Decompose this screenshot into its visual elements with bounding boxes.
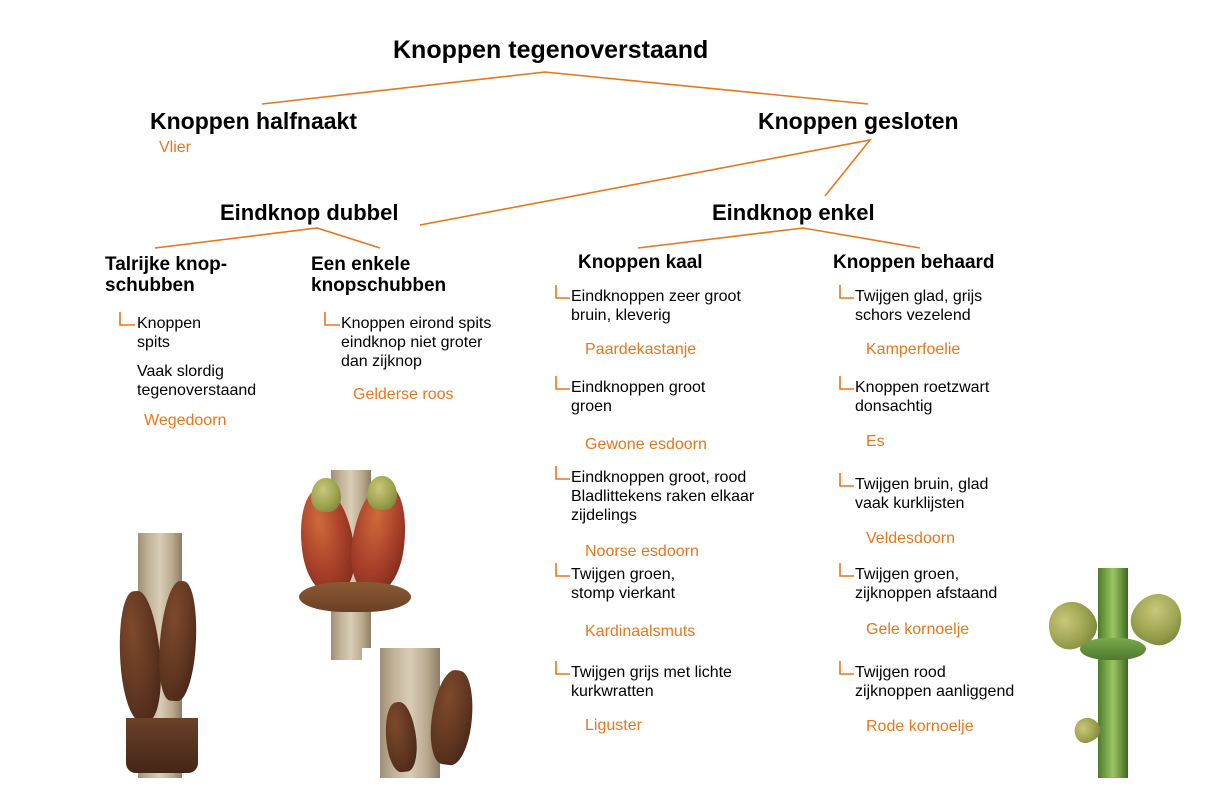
species-gele-kornoelje: Gele kornoelje [866,621,970,638]
trait-group-liguster [571,664,801,702]
trait-line: Bladlittekens raken elkaar [571,487,755,505]
trait-line: donsachtig [855,397,933,415]
column-heading-knoppen-kaal [578,252,798,273]
column-heading-line2: knopschubben [311,275,447,297]
trait-line: Twijgen groen, [855,566,960,583]
photo-lower-bud [362,648,514,778]
trait-line: Eindknoppen groot, rood [571,469,747,486]
trait-line: Twijgen bruin, glad [855,476,989,493]
species-gelderse-roos: Gelderse roos [353,386,454,403]
species-gewone-esdoorn: Gewone esdoorn [585,436,707,453]
column-heading-line2: schubben [105,275,195,297]
node-eindknop-dubbel: Eindknop dubbel [220,200,399,225]
trait-line: zijknoppen afstaand [855,584,998,602]
trait-line: zijdelings [571,506,637,524]
node-root-title: Knoppen tegenoverstaand [393,36,709,64]
species-rode-kornoelje: Rode kornoelje [866,718,974,735]
species-paardekastanje: Paardekastanje [585,341,697,358]
trait-line: Eindknoppen groot [571,379,706,396]
column-heading-line1: Knoppen behaard [833,252,995,273]
node-knoppen-halfnaakt: Knoppen halfnaakt [150,108,358,134]
trait-line: Twijgen groen, [571,566,676,583]
trait-group-noorse-esdoorn [571,469,811,526]
trait-line: groen [571,397,612,415]
photo-wegedoorn-bud [108,533,218,778]
column-heading-knoppen-behaard [833,252,1083,273]
trait-line: Knoppen roetzwart [855,379,990,396]
trait-line: vaak kurklijsten [855,494,965,512]
species-es: Es [866,433,885,450]
trait-line: dan zijknop [341,352,422,370]
trait-line: zijknoppen aanliggend [855,682,1015,700]
column-heading-line1: Een enkele [311,254,411,275]
trait-group-wegedoorn [137,315,297,401]
column-heading-talrijke-knopschubben [105,254,305,297]
species-liguster: Liguster [585,717,642,734]
trait-group-gewone-esdoorn [571,379,801,417]
trait-line: tegenoverstaand [137,381,257,399]
species-veldesdoorn: Veldesdoorn [866,530,955,547]
trait-line: bruin, kleverig [571,306,671,324]
column-heading-line1: Knoppen kaal [578,252,703,273]
trait-group-kardinaalsmuts [571,566,801,604]
trait-line: eindknop niet groter [341,333,483,351]
column-heading-een-enkele-knopschubben [311,254,511,297]
species-kardinaalsmuts: Kardinaalsmuts [585,623,696,640]
column-heading-line1: Talrijke knop- [105,254,228,275]
photo-kornoelje-twig [1030,568,1195,778]
trait-line: Eindknoppen zeer groot [571,288,741,305]
trait-group-gelderse-roos [341,315,541,372]
trait-group-kamperfoelie [855,288,1085,326]
trait-line: spits [137,333,170,351]
trait-group-es [855,379,1085,417]
trait-group-paardekastanje [571,288,801,326]
species-kamperfoelie: Kamperfoelie [866,341,961,358]
trait-line: Knoppen eirond spits [341,315,492,332]
species-noorse-esdoorn: Noorse esdoorn [585,543,699,560]
species-wegedoorn: Wegedoorn [144,412,227,429]
trait-line: kurkwratten [571,682,654,700]
node-knoppen-gesloten: Knoppen gesloten [758,108,959,134]
trait-line: Twijgen glad, grijs [855,288,983,305]
trait-line: Twijgen grijs met lichte [571,664,732,681]
trait-line: stomp vierkant [571,584,676,602]
trait-line: schors vezelend [855,306,971,324]
trait-line: Twijgen rood [855,664,946,681]
photo-gelderse-roos-bud [289,470,422,660]
node-eindknop-enkel: Eindknop enkel [712,200,875,225]
trait-group-veldesdoorn [855,476,1085,514]
trait-line: Vaak slordig [137,362,224,380]
trait-line: Knoppen [137,315,202,332]
species-vlier: Vlier [159,139,192,156]
